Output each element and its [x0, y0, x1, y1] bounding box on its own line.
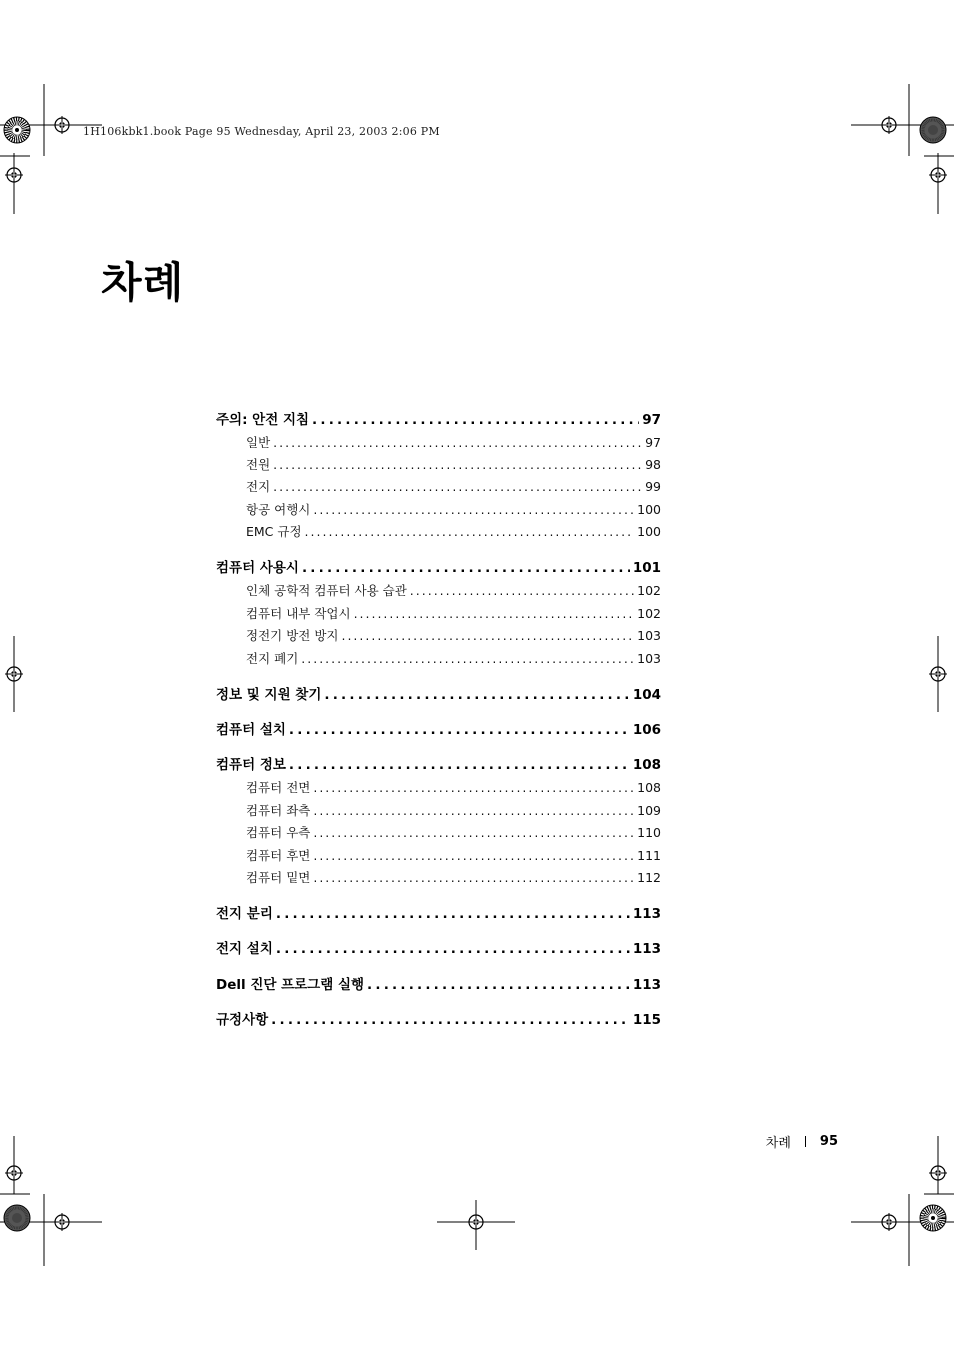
toc-entry[interactable]	[246, 500, 661, 518]
toc-page: 106	[632, 722, 661, 738]
toc-leader	[289, 722, 630, 738]
toc-entry[interactable]	[216, 902, 661, 922]
toc-leader	[313, 870, 634, 885]
toc-leader	[367, 977, 630, 993]
toc-entry[interactable]	[216, 753, 661, 773]
toc-leader	[312, 412, 639, 428]
toc-leader	[273, 479, 642, 494]
toc-page: 111	[637, 848, 661, 863]
toc-page: 115	[632, 1012, 661, 1028]
toc-leader	[354, 606, 635, 621]
toc-label: 규정사항	[216, 1012, 269, 1028]
footer-separator	[805, 1136, 806, 1147]
toc-label: 항공 여행시	[246, 502, 311, 517]
toc-entry[interactable]	[246, 823, 661, 841]
footer-page-number: 95	[819, 1134, 838, 1149]
toc-entry[interactable]	[246, 581, 661, 599]
toc-entry[interactable]	[246, 868, 661, 886]
toc-page: 109	[637, 803, 661, 818]
toc-entry[interactable]	[216, 973, 661, 993]
toc-leader	[289, 757, 630, 773]
toc-label: 컴퓨터 정보	[216, 757, 286, 773]
toc-entry[interactable]	[246, 846, 661, 864]
toc-label: 컴퓨터 사용시	[216, 560, 299, 576]
toc-leader	[324, 687, 629, 703]
toc-page: 101	[632, 560, 661, 576]
toc-label: 정전기 방전 방지	[246, 628, 339, 643]
toc-entry[interactable]	[246, 455, 661, 473]
toc-label: 인체 공학적 컴퓨터 사용 습관	[246, 583, 407, 598]
toc-leader	[313, 848, 634, 863]
print-info-header: 1H106kbk1.book Page 95 Wednesday, April 23, 2003 2:06 PM	[83, 125, 440, 138]
toc-leader	[301, 651, 634, 666]
toc-entry[interactable]	[246, 626, 661, 644]
toc-page: 97	[642, 412, 661, 428]
footer-section-title: 차례	[765, 1136, 791, 1151]
toc-page: 108	[632, 757, 661, 773]
toc-entry[interactable]	[216, 937, 661, 957]
page-title: 차례	[101, 258, 185, 307]
toc-label: 전지 분리	[216, 906, 273, 922]
toc-label: EMC 규정	[246, 524, 302, 539]
toc-entry[interactable]	[246, 477, 661, 495]
toc-page: 98	[645, 457, 661, 472]
toc-page: 104	[632, 687, 661, 703]
toc-page: 100	[637, 524, 661, 539]
toc-label: 컴퓨터 우측	[246, 825, 311, 840]
toc-page: 113	[632, 977, 661, 993]
toc-label: 컴퓨터 밑면	[246, 870, 311, 885]
toc-entry[interactable]	[246, 801, 661, 819]
toc-label: 컴퓨터 내부 작업시	[246, 606, 351, 621]
toc-page: 108	[637, 780, 661, 795]
toc-entry[interactable]	[246, 522, 661, 540]
toc-leader	[276, 941, 630, 957]
toc-entry[interactable]	[216, 408, 661, 428]
toc-leader	[302, 560, 630, 576]
toc-label: 컴퓨터 좌측	[246, 803, 311, 818]
toc-label: 전지 설치	[216, 941, 273, 957]
toc-page: 103	[637, 628, 661, 643]
toc-label: 전원	[246, 457, 271, 472]
toc-leader	[305, 524, 635, 539]
toc-page: 99	[645, 479, 661, 494]
toc-leader	[271, 1012, 630, 1028]
toc-leader	[273, 435, 642, 450]
toc-page: 113	[632, 941, 661, 957]
toc-label: 컴퓨터 전면	[246, 780, 311, 795]
toc-leader	[313, 803, 634, 818]
toc-entry[interactable]	[216, 683, 661, 703]
toc-page: 97	[645, 435, 661, 450]
toc-entry[interactable]	[216, 718, 661, 738]
toc-label: 일반	[246, 435, 271, 450]
toc-leader	[313, 825, 634, 840]
toc-entry[interactable]	[216, 556, 661, 576]
toc-entry[interactable]	[246, 604, 661, 622]
toc-leader	[273, 457, 642, 472]
toc-leader	[313, 502, 634, 517]
toc-page: 110	[637, 825, 661, 840]
toc-entry[interactable]	[246, 433, 661, 451]
page-footer	[766, 1132, 838, 1151]
toc-label: Dell 진단 프로그램 실행	[216, 977, 365, 993]
toc-label: 전지	[246, 479, 271, 494]
toc-page: 112	[637, 870, 661, 885]
toc-leader	[313, 780, 634, 795]
toc-page: 113	[632, 906, 661, 922]
toc-label: 주의: 안전 지침	[216, 412, 310, 428]
toc-entry[interactable]	[246, 778, 661, 796]
toc-entry[interactable]	[216, 1008, 661, 1028]
toc-page: 102	[637, 606, 661, 621]
toc-label: 컴퓨터 후면	[246, 848, 311, 863]
toc-page: 102	[637, 583, 661, 598]
toc-label: 정보 및 지원 찾기	[216, 687, 322, 703]
toc-label: 전지 폐기	[246, 651, 299, 666]
toc-leader	[410, 583, 634, 598]
toc-page: 103	[637, 651, 661, 666]
toc-page: 100	[637, 502, 661, 517]
toc-leader	[341, 628, 634, 643]
toc-label: 컴퓨터 설치	[216, 722, 286, 738]
toc-entry[interactable]	[246, 649, 661, 667]
toc-leader	[276, 906, 630, 922]
